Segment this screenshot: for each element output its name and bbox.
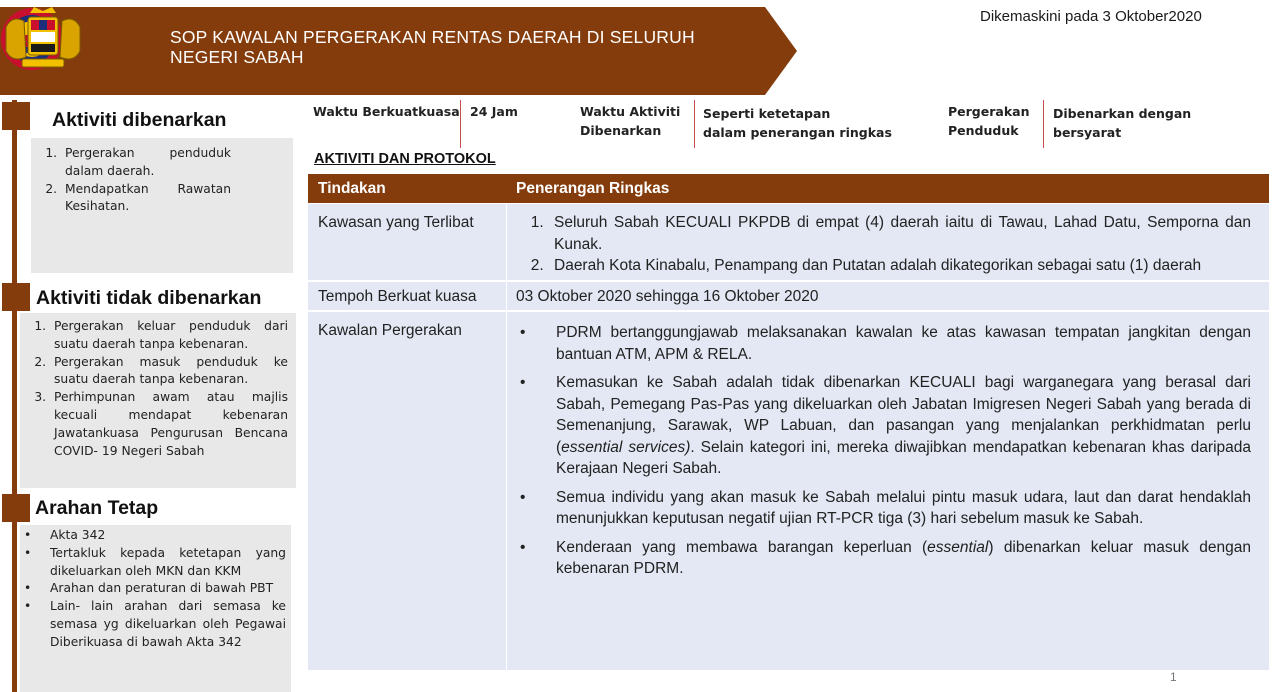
table-header <box>308 174 1269 203</box>
list-item: • Arahan dan peraturan di bawah PBT <box>50 580 286 598</box>
table-row-kawalan <box>308 312 1269 670</box>
column-divider <box>506 282 507 310</box>
list-item: 1. Pergerakan keluar penduduk dari suatu daerah tanpa kebenaran. <box>50 318 288 354</box>
malaysia-coat-of-arms-logo <box>0 7 86 71</box>
pergerakan-label-line2: Penduduk <box>948 123 1019 138</box>
row-content-kawalan <box>516 322 1251 587</box>
waktu-aktiviti-value-line1: Seperti ketetapan <box>703 106 831 121</box>
waktu-aktiviti-label <box>580 102 680 140</box>
section-title-dibenarkan: Aktiviti dibenarkan <box>52 109 227 131</box>
row-content-kawasan <box>516 212 1251 277</box>
pergerakan-label-line1: Pergerakan <box>948 104 1030 119</box>
section-marker-dibenarkan <box>2 102 30 130</box>
column-divider <box>506 312 507 670</box>
list-item <box>556 372 1251 480</box>
section-marker-tidak-dibenarkan <box>2 283 30 311</box>
table-row-kawasan <box>308 204 1269 280</box>
row-label-kawasan: Kawasan yang Terlibat <box>318 214 474 231</box>
table-row-tempoh <box>308 282 1269 310</box>
header-banner <box>0 7 800 95</box>
list-item: 1. Pergerakan penduduk dalam daerah. <box>61 145 231 181</box>
pergerakan-penduduk-label <box>948 102 1029 140</box>
waktu-aktiviti-value <box>703 104 892 142</box>
sidebar-timeline-line <box>12 100 17 692</box>
waktu-aktiviti-value-line2: dalam penerangan ringkas <box>703 125 892 140</box>
section-box-arahan-tetap <box>20 525 291 692</box>
info-separator <box>1043 100 1044 148</box>
waktu-berkuatkuasa-label: Waktu Berkuatkuasa <box>313 104 460 119</box>
row-label-kawalan: Kawalan Pergerakan <box>318 322 462 339</box>
waktu-aktiviti-label-line1: Waktu Aktiviti <box>580 104 681 119</box>
list-item: • PDRM bertanggungjawab melaksanakan kawalan ke atas kawasan tempatan jangkitan dengan bantuan ATM, APM & RELA. <box>556 322 1251 365</box>
waktu-berkuatkuasa-value: 24 Jam <box>470 104 518 119</box>
section-title-arahan-tetap: Arahan Tetap <box>35 497 159 519</box>
info-separator <box>460 100 461 148</box>
pergerakan-value-line2: bersyarat <box>1053 125 1122 140</box>
list-item: 2. Pergerakan masuk penduduk ke suatu daerah tanpa kebenaran. <box>50 354 288 390</box>
pergerakan-penduduk-value <box>1053 104 1191 142</box>
text-segment-italic: essential <box>927 538 989 556</box>
updated-date: Dikemaskini pada 3 Oktober2020 <box>980 8 1202 25</box>
page-number: 1 <box>1170 670 1177 684</box>
row-label-tempoh: Tempoh Berkuat kuasa <box>318 288 477 305</box>
page-title-line1: SOP KAWALAN PERGERAKAN RENTAS DAERAH DI SELURUH <box>170 27 695 47</box>
list-item: • Akta 342 <box>50 527 286 545</box>
table-header-tindakan: Tindakan <box>318 180 386 197</box>
list-item: 3. Perhimpunan awam atau majlis kecuali mendapat kebenaran Jawatankuasa Pengurusan Bencana COVID- 19 Negeri Sabah <box>50 389 288 460</box>
list-item: 2. Daerah Kota Kinabalu, Penampang dan Putatan adalah dikategorikan sebagai satu (1) daerah <box>548 255 1251 277</box>
info-separator <box>694 100 695 148</box>
section-marker-arahan-tetap <box>2 494 30 522</box>
list-item: 2. Mendapatkan Rawatan Kesihatan. <box>61 181 231 217</box>
section-box-dibenarkan <box>31 138 293 273</box>
protocol-heading: AKTIVITI DAN PROTOKOL <box>314 151 496 167</box>
page-title-line2: NEGERI SABAH <box>170 47 304 67</box>
section-box-tidak-dibenarkan <box>20 313 296 488</box>
text-segment: ) dibenarkan keluar masuk dengan kebenaran PDRM. <box>556 538 1251 577</box>
text-segment: . Selain kategori ini, mereka diwajibkan mendapatkan kebenaran khas daripada Kerajaan Negeri Sabah. <box>556 438 1251 477</box>
list-item <box>556 537 1251 580</box>
waktu-aktiviti-label-line2: Dibenarkan <box>580 123 662 138</box>
row-content-tempoh: 03 Oktober 2020 sehingga 16 Oktober 2020 <box>516 288 819 305</box>
page-title <box>170 27 770 67</box>
pergerakan-value-line1: Dibenarkan dengan <box>1053 106 1192 121</box>
list-item: • Lain- lain arahan dari semasa ke semasa yg dikeluarkan oleh Pegawai Diberikuasa di bawah Akta 342 <box>50 598 286 651</box>
list-item: • Tertakluk kepada ketetapan yang dikeluarkan oleh MKN dan KKM <box>50 545 286 581</box>
list-item: • Semua individu yang akan masuk ke Sabah melalui pintu masuk udara, laut dan darat hendaklah menunjukkan keputusan negatif ujian RT-PCR tiga (3) hari sebelum masuk ke Sabah. <box>556 487 1251 530</box>
column-divider <box>506 204 507 280</box>
list-item: 1. Seluruh Sabah KECUALI PKPDB di empat (4) daerah iaitu di Tawau, Lahad Datu, Semporna dan Kunak. <box>548 212 1251 255</box>
text-segment-italic: essential services) <box>561 438 691 456</box>
section-title-tidak-dibenarkan: Aktiviti tidak dibenarkan <box>36 287 262 309</box>
text-segment: Kemasukan ke Sabah adalah tidak dibenarkan KECUALI bagi warganegara yang berasal dari Sabah, Pemegang Pas-Pas yang dikeluarkan oleh Jabatan Imigresen Negeri Sabah yang berada di Semenanjung, Sarawak, WP Labuan, dan pasangan yang menjalankan perkhidmatan perlu ( <box>556 374 1251 456</box>
text-segment: Kenderaan yang membawa barangan keperluan ( <box>556 538 928 556</box>
table-header-penerangan: Penerangan Ringkas <box>516 180 670 197</box>
